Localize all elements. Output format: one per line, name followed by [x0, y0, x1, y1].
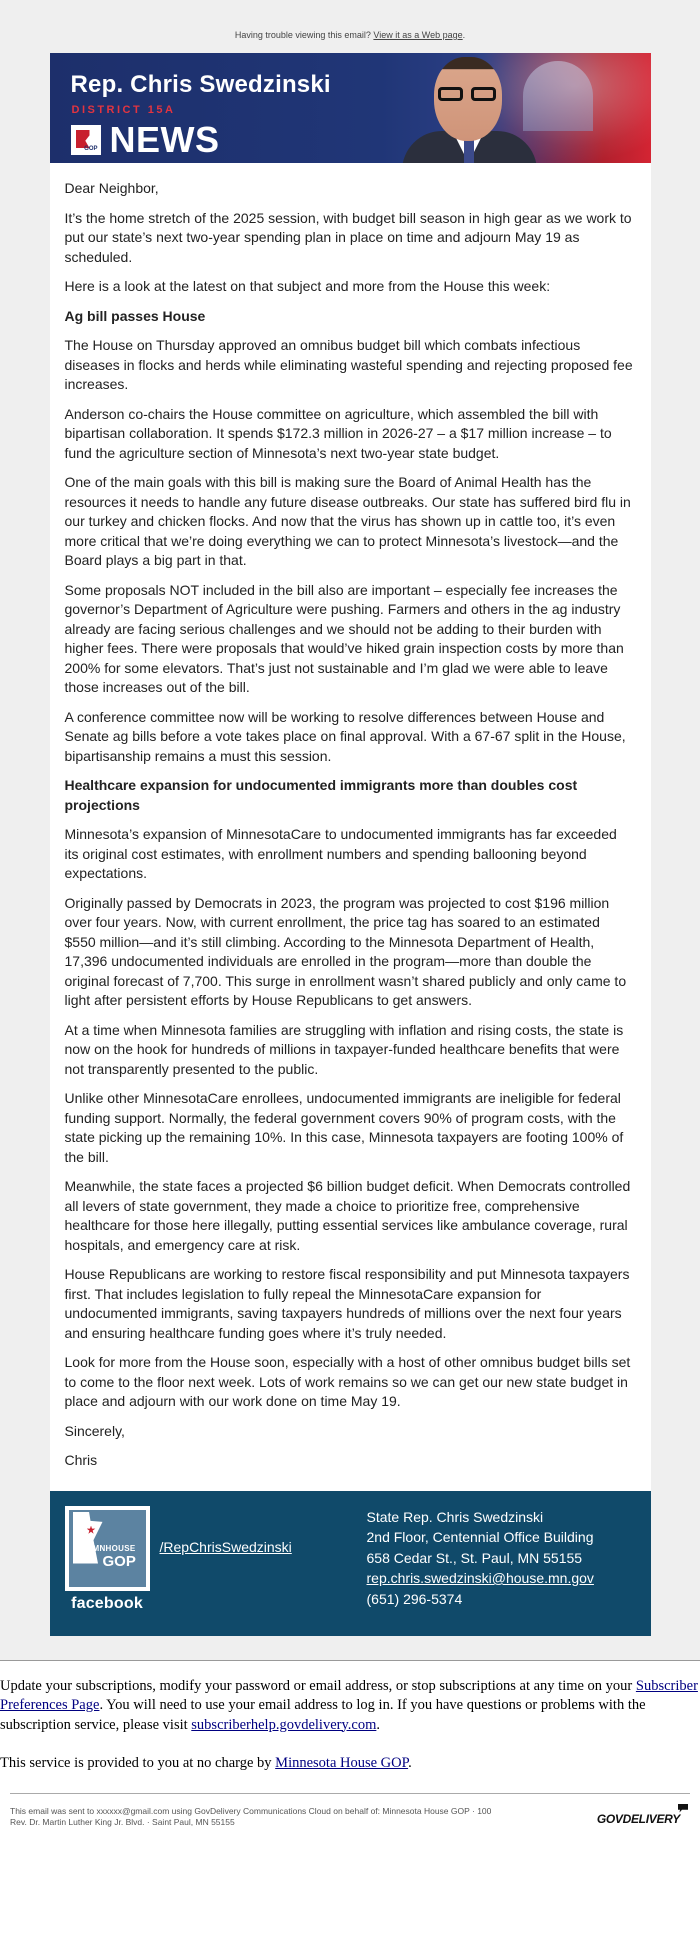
body-paragraph: Unlike other MinnesotaCare enrollees, undocumented immigrants are ineligible for federal funding support. Normally, the federal government covers 90% of program costs, with the state picking up the remaining 10%. In this case, Minnesota taxpayers are footing 100% of the bill.: [64, 1090, 624, 1165]
body-paragraph: At a time when Minnesota families are struggling with inflation and rising costs, the state is now on the hook for hundreds of millions in taxpayer-funded healthcare benefits that were not transparently presented to the public.: [64, 1021, 624, 1077]
closing-paragraph: Look for more from the House soon, especially with a host of other omnibus budget bills set to come to the floor next week. Lots of work remains so we can get our new state budget in place and adjourn with our work done on time May 19.: [64, 1354, 631, 1409]
govdelivery-logo[interactable]: GOVDELIVERY: [596, 1811, 680, 1826]
signature: Chris: [64, 1452, 98, 1468]
service-notice: [0, 1754, 700, 1774]
banner-rep-name: Rep. Chris Swedzinski: [70, 71, 331, 98]
minnesota-house-gop-link[interactable]: Minnesota House GOP: [275, 1755, 409, 1771]
portrait-tie: [464, 139, 474, 163]
body-paragraph: House Republicans are working to restore fiscal responsibility and put Minnesota taxpayers first. That includes legislation to fully repeal the MinnesotaCare expansion for undocumented immigrants, saving taxpayers hundreds of millions over the next four years and ensuring healthcare funding goes where it’s truly needed.: [64, 1266, 630, 1341]
legal-footer: [10, 1793, 690, 1853]
intro-paragraph: It’s the home stretch of the 2025 session, with budget bill season in high gear as we work to put our state’s next two-year spending plan in place on time and adjourn May 19 as scheduled.: [64, 209, 632, 265]
body-paragraph: Meanwhile, the state faces a projected $6 billion budget deficit. When Democrats controlled all levers of state government, they made a choice to prioritize free, comprehensive healthcare for those here illegally, putting essential services like ambulance coverage, rural hospitals, and emergency care at risk.: [64, 1178, 631, 1253]
letter-body: [50, 163, 651, 1491]
portrait-lens-right: [471, 87, 496, 101]
rep-portrait: [402, 53, 542, 163]
logo-mnhouse-text: MNHOUSE: [92, 1543, 136, 1553]
intro-paragraph: Here is a look at the latest on that subject and more from the House this week:: [64, 278, 551, 294]
body-paragraph: A conference committee now will be working to resolve differences between House and Senate ag bills before a vote takes place on final approval. With a 67-67 split in the House, bipartisanship remains a must this session.: [64, 708, 626, 764]
mnhouse-gop-logo[interactable]: [65, 1506, 150, 1591]
view-online-suffix: .: [462, 30, 466, 40]
header-banner: [50, 53, 651, 163]
service-text: .: [408, 1755, 412, 1771]
body-paragraph: Anderson co-chairs the House committee on agriculture, which assembled the bill with bipartisan collaboration. It spends $172.3 million in 2026-27 – a $17 million increase – to fund the agriculture section of Minnesota’s next two-year state budget.: [64, 405, 612, 461]
legal-line: Rev. Dr. Martin Luther King Jr. Blvd. · Saint Paul, MN 55155: [10, 1816, 235, 1827]
section-heading: Ag bill passes House: [64, 307, 206, 324]
view-online-bar: [0, 30, 700, 44]
service-text: This service is provided to you at no charge by: [0, 1755, 276, 1771]
contact-name: State Rep. Chris Swedzinski: [366, 1508, 544, 1525]
subscription-notice: [0, 1677, 700, 1736]
facebook-block[interactable]: [65, 1506, 150, 1626]
contact-address: 658 Cedar St., St. Paul, MN 55155: [366, 1549, 583, 1566]
logo-gop-text: GOP: [102, 1552, 136, 1570]
contact-email-link[interactable]: rep.chris.swedzinski@house.mn.gov: [366, 1570, 594, 1586]
body-paragraph: Minnesota’s expansion of MinnesotaCare to undocumented immigrants has far exceeded its original cost estimates, with enrollment numbers and spending ballooning beyond expectations.: [64, 826, 617, 881]
email-container: [50, 53, 651, 1636]
facebook-icon[interactable]: facebook: [71, 1594, 143, 1612]
contact-phone: (651) 296-5374: [366, 1590, 463, 1607]
banner-district: DISTRICT 15A: [71, 104, 176, 116]
subscription-text: .: [376, 1716, 380, 1733]
body-paragraph: Some proposals NOT included in the bill also are important – especially fee increases the governor’s Department of Agriculture were pushing. Farmers and others in the ag industry already are facing serious challenges and we should not be adding to their burden with higher fees. There were proposals that would’ve hiked grain inspection costs by more than 200% for some elevators. That’s just not sustainable and I’m glad we were able to leave those increases out of the bill.: [64, 581, 624, 695]
greeting: Dear Neighbor,: [64, 180, 159, 196]
facebook-handle-link[interactable]: /RepChrisSwedzinski: [159, 1538, 292, 1555]
body-paragraph: The House on Thursday approved an omnibus budget bill which combats infectious diseases in flocks and herds while eliminating wasteful spending and rejecting proposed fee increases.: [64, 337, 633, 392]
contact-footer: [50, 1491, 651, 1636]
legal-line: This email was sent to xxxxxx@gmail.com using GovDelivery Communications Cloud on behalf of: Minnesota House GOP · 100: [10, 1805, 492, 1816]
body-paragraph: One of the main goals with this bill is making sure the Board of Animal Health has the resources it needs to handle any future disease outbreaks. Our state has suffered bird flu in our turkey and chicken flocks. And now that the virus has shown up in cattle too, it’s even more critical that we’re doing everything we can to protect Minnesota’s livestock—and the Board plays a big part in that.: [64, 474, 631, 568]
contact-info: [367, 1507, 594, 1610]
legal-text: [10, 1806, 570, 1828]
body-paragraph: Originally passed by Democrats in 2023, the program was projected to cost $196 million over four years. Now, with current enrollment, the price tag has soared to an estimated $550 million—and it’s still climbing. According to the Minnesota Department of Health, 17,396 undocumented individuals are enrolled in the program—more than double the original forecast of 7,700. This surge in enrollment wasn’t shared publicly and only came to light after persistent efforts by House Republicans to get answers.: [64, 894, 627, 1008]
subscription-text: Update your subscriptions, modify your password or email address, or stop subscriptions at any time on your: [0, 1677, 636, 1694]
portrait-glasses: [438, 87, 498, 101]
view-online-link[interactable]: View it as a Web page: [373, 30, 463, 40]
section-heading: Healthcare expansion for undocumented immigrants more than doubles cost projections: [64, 777, 578, 813]
subscriber-preferences-link[interactable]: Subscriber Preferences Page: [0, 1677, 698, 1713]
portrait-lens-left: [438, 87, 463, 101]
subscription-footer: [0, 1660, 700, 1774]
view-online-prefix: Having trouble viewing this email?: [234, 30, 374, 40]
banner-news: NEWS: [109, 119, 220, 160]
subscriber-help-link[interactable]: subscriberhelp.govdelivery.com: [191, 1716, 377, 1733]
contact-office: 2nd Floor, Centennial Office Building: [366, 1529, 594, 1545]
subscription-text: . You will need to use your email address to log in. If you have questions or problems with the subscription service, please visit: [0, 1697, 646, 1733]
gop-logo-text: GOP: [84, 146, 98, 152]
signoff: Sincerely,: [64, 1422, 125, 1439]
gop-logo-icon: [71, 125, 101, 155]
